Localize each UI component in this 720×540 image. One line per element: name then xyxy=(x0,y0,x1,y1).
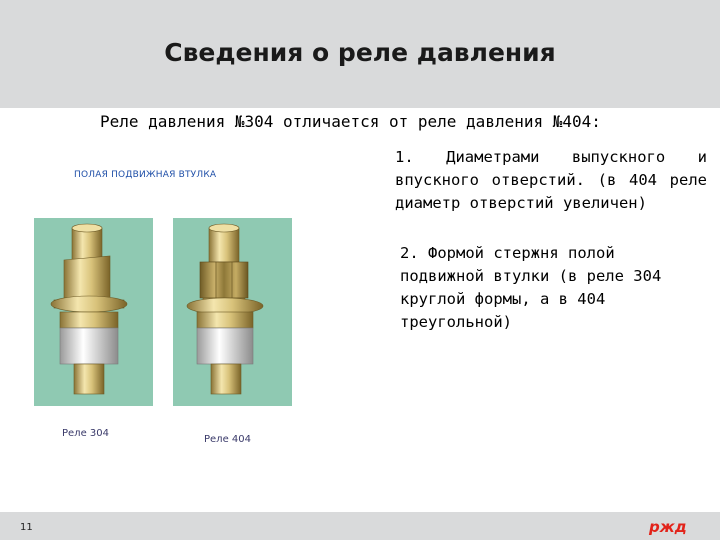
relay-304-photo xyxy=(34,218,153,406)
subtitle: Реле давления №304 отличается от реле давления №404: xyxy=(100,112,601,131)
svg-text:ржд: ржд xyxy=(649,518,687,535)
relay-304-label: Реле 304 xyxy=(62,428,109,439)
point-1 xyxy=(395,146,707,215)
point-2 xyxy=(400,242,700,334)
footer-bar xyxy=(0,512,720,540)
relay-404-label: Реле 404 xyxy=(204,434,251,445)
relay-404-photo xyxy=(173,218,292,406)
point-1-text: Диаметрами выпускного и впускного отверстий. (в 404 реле диаметр отверстий увеличен) xyxy=(395,148,707,212)
point-2-number: 2. xyxy=(400,244,419,262)
rzd-logo xyxy=(648,517,690,539)
point-2-text: Формой стержня полой подвижной втулки (в реле 304 круглой формы, а в 404 треугольной) xyxy=(400,244,662,331)
point-1-number: 1. xyxy=(395,148,414,166)
title-bar xyxy=(0,0,720,108)
page-title: Сведения о реле давления xyxy=(164,38,556,67)
page-number: 11 xyxy=(20,522,33,533)
figure-caption: ПОЛАЯ ПОДВИЖНАЯ ВТУЛКА xyxy=(74,170,217,180)
